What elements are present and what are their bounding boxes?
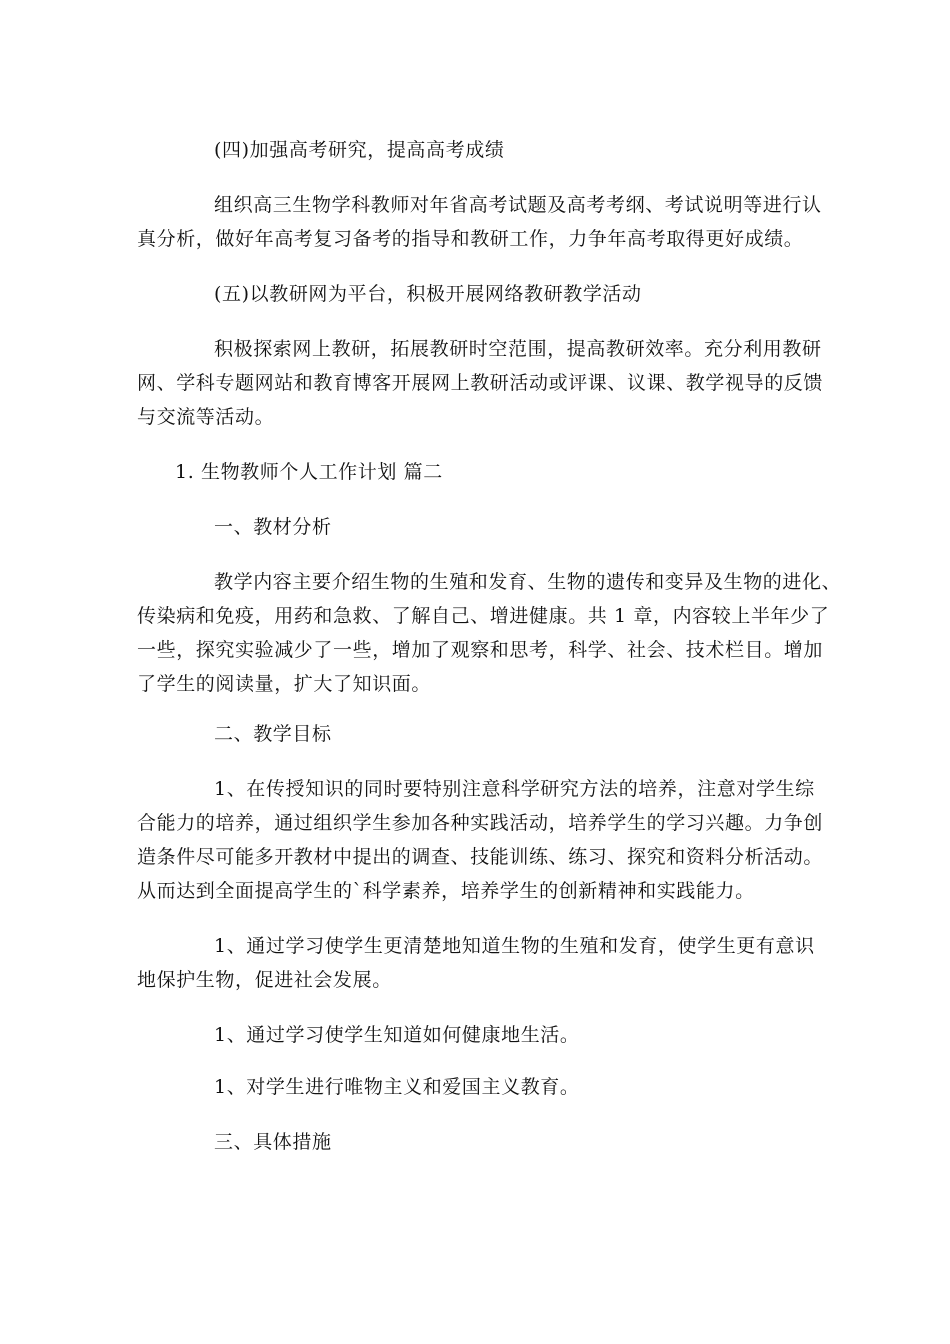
- goal1-line: 造条件尽可能多开教材中提出的调查、技能训练、练习、探究和资料分析活动。: [137, 846, 824, 868]
- section5-body-line: 与交流等活动。: [137, 406, 275, 428]
- goal3-line: 1、通过学习使学生知道如何健康地生活。: [214, 1024, 580, 1046]
- materials-body-line: 传染病和免疫，用药和急救、了解自己、增进健康。共 1 章，内容较上半年少了: [137, 605, 830, 627]
- section4-body-line: 真分析，做好年高考复习备考的指导和教研工作，力争年高考取得更好成绩。: [137, 228, 804, 250]
- part2-title: 1. 生物教师个人工作计划 篇二: [175, 461, 443, 483]
- materials-body-line: 一些，探究实验减少了一些，增加了观察和思考，科学、社会、技术栏目。增加: [137, 639, 824, 661]
- heading-measures: 三、具体措施: [214, 1131, 332, 1153]
- goal1-line: 合能力的培养，通过组织学生参加各种实践活动，培养学生的学习兴趣。力争创: [137, 812, 824, 834]
- heading-materials: 一、教材分析: [214, 516, 332, 538]
- goal2-line: 地保护生物，促进社会发展。: [137, 969, 392, 991]
- materials-body-line: 了学生的阅读量，扩大了知识面。: [137, 673, 432, 695]
- section5-heading: (五)以教研网为平台，积极开展网络教研教学活动: [214, 283, 642, 305]
- section4-heading: (四)加强高考研究，提高高考成绩: [214, 139, 505, 161]
- goal1-line: 从而达到全面提高学生的`科学素养，培养学生的创新精神和实践能力。: [137, 880, 755, 902]
- heading-goals: 二、教学目标: [214, 723, 332, 745]
- section5-body-line: 积极探索网上教研，拓展教研时空范围，提高教研效率。充分利用教研: [214, 338, 822, 360]
- materials-body-line: 教学内容主要介绍生物的生殖和发育、生物的遗传和变异及生物的进化、: [214, 571, 842, 593]
- goal2-line: 1、通过学习使学生更清楚地知道生物的生殖和发育，使学生更有意识: [214, 935, 815, 957]
- section4-body-line: 组织高三生物学科教师对年省高考试题及高考考纲、考试说明等进行认: [214, 194, 822, 216]
- goal1-line: 1、在传授知识的同时要特别注意科学研究方法的培养，注意对学生综: [214, 778, 815, 800]
- goal4-line: 1、对学生进行唯物主义和爱国主义教育。: [214, 1076, 580, 1098]
- section5-body-line: 网、学科专题网站和教育博客开展网上教研活动或评课、议课、教学视导的反馈: [137, 372, 824, 394]
